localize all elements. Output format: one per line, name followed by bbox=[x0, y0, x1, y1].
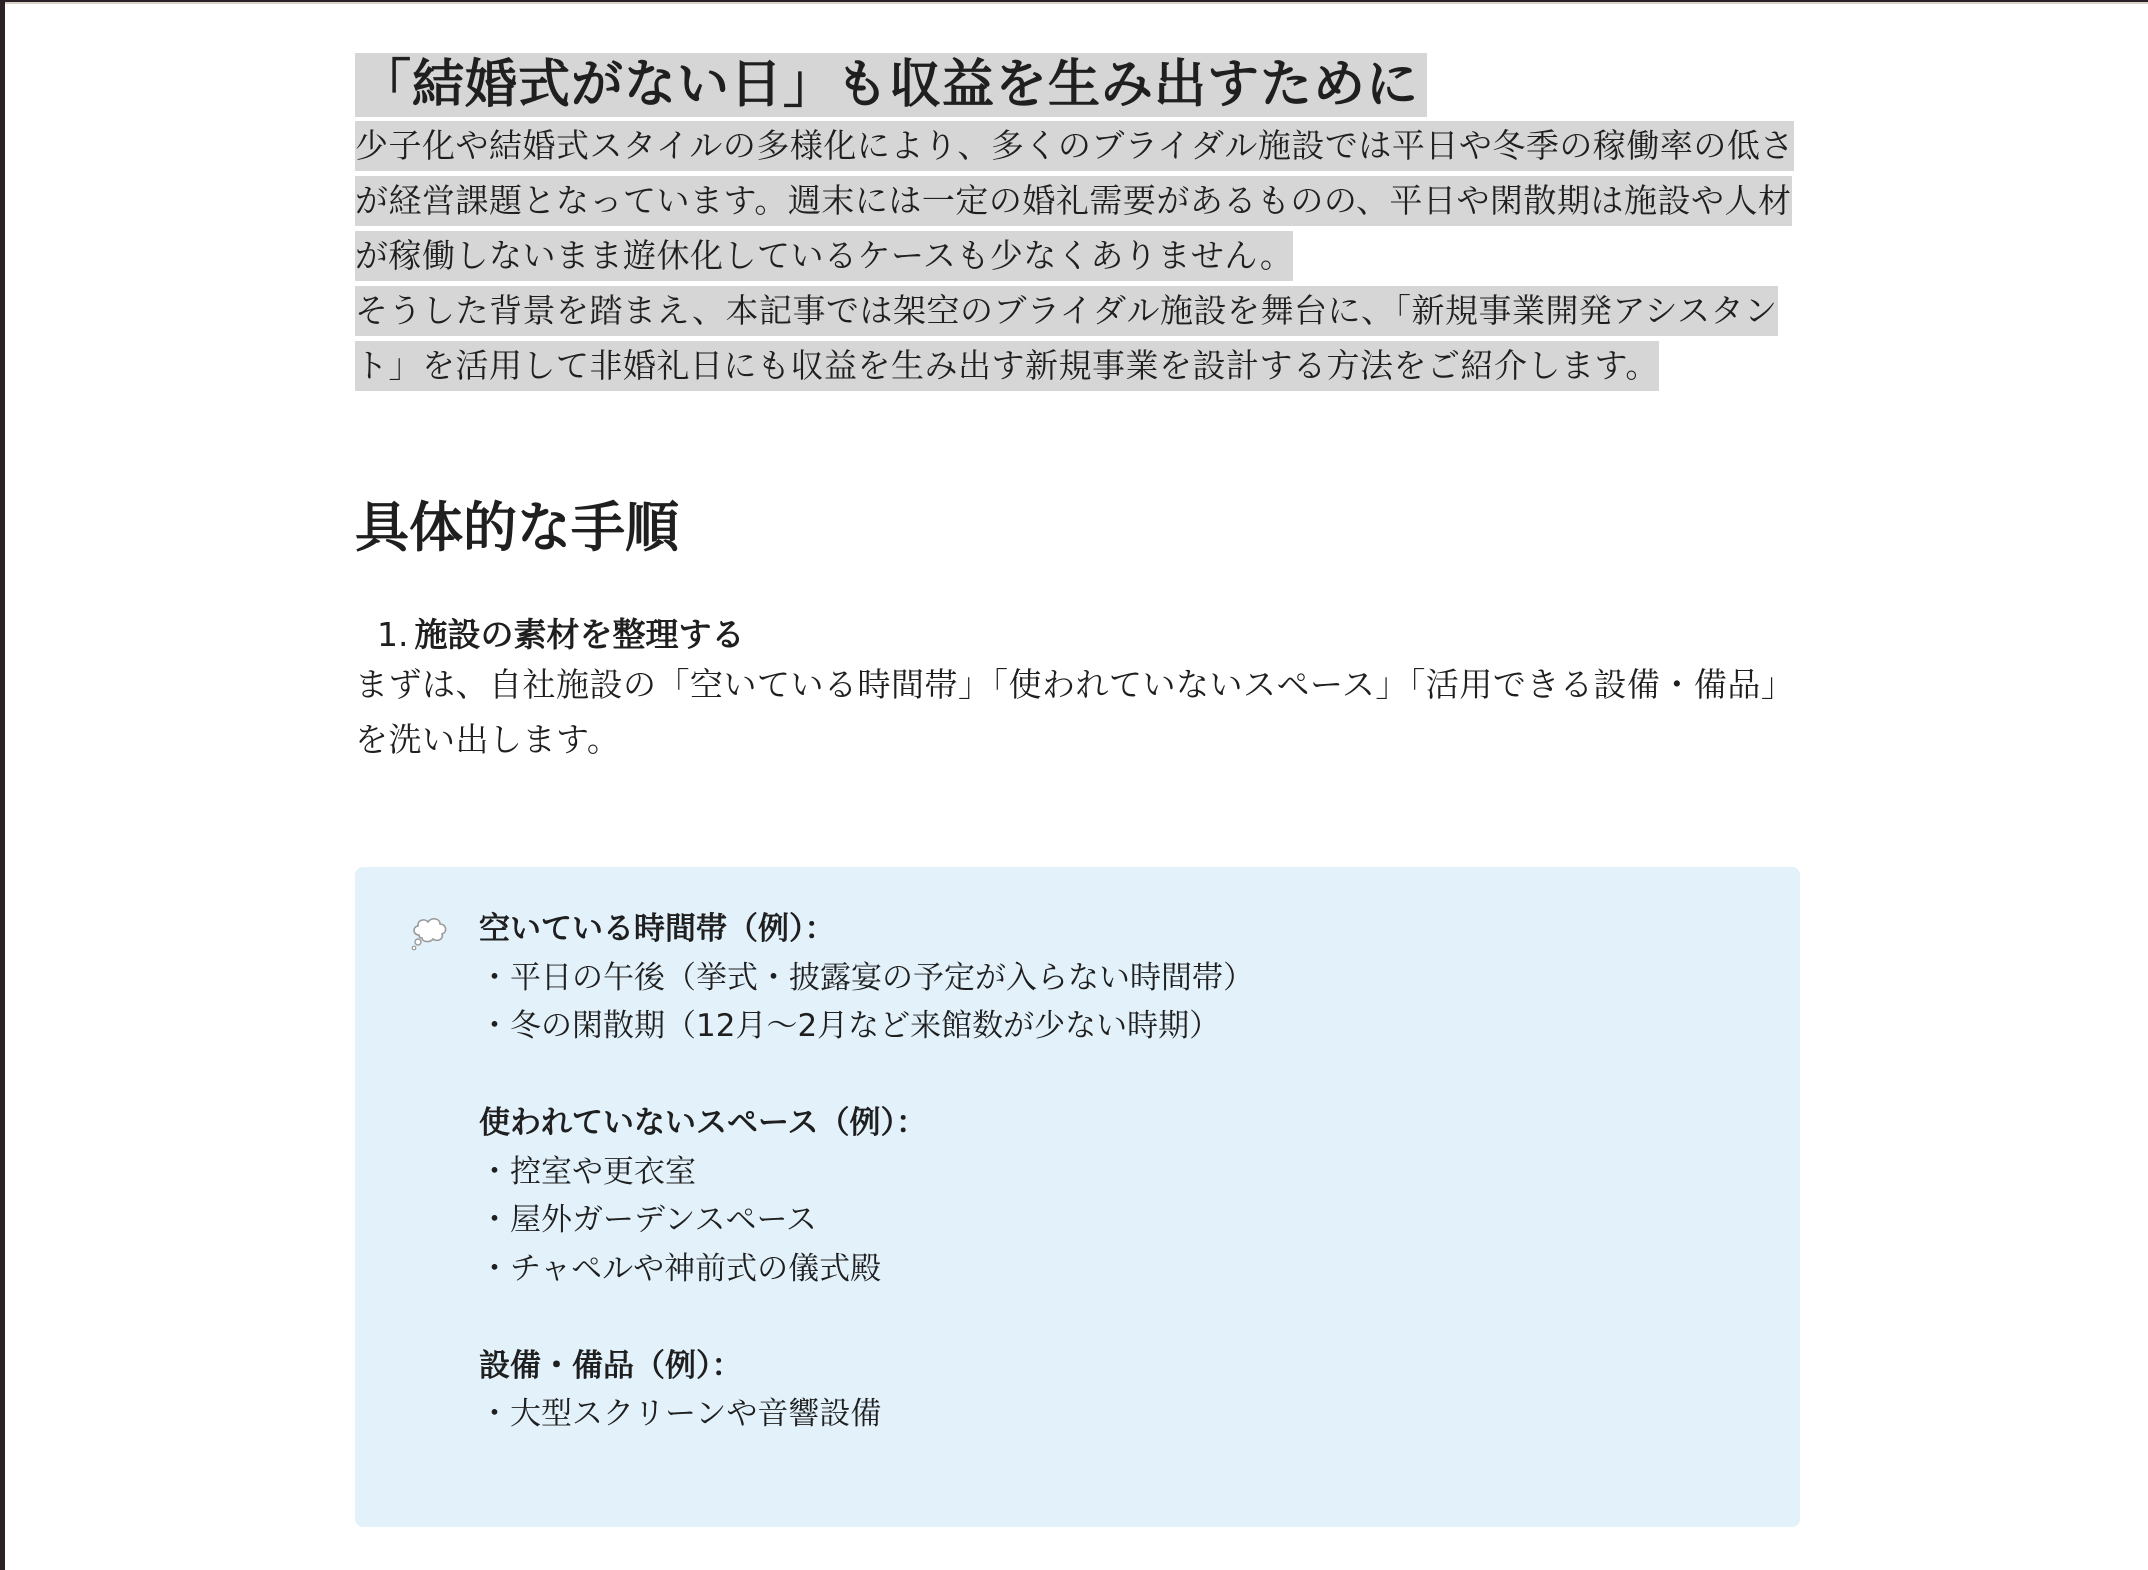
thought-balloon-icon bbox=[409, 911, 451, 953]
step-paragraph: まずは、自社施設の「空いている時間帯」「使われていないスペース」「活用できる設備・備品」を洗い出します。 bbox=[355, 665, 1795, 759]
callout-group-title: 空いている時間帯（例）： bbox=[479, 911, 836, 947]
callout-group-title: 使われていないスペース（例）： bbox=[479, 1105, 927, 1141]
callout-list-item: ・ 控室や更衣室 bbox=[479, 1148, 1760, 1197]
callout-list-item: ・ 平日の午後（挙式・披露宴の予定が入らない時間帯） bbox=[479, 954, 1760, 1003]
callout-list-item: ・ 大型スクリーンや音響設備 bbox=[479, 1390, 1760, 1439]
article-title-text: 「結婚式がない日」も収益を生み出すために bbox=[355, 53, 1427, 117]
callout-box bbox=[355, 867, 1800, 1527]
callout-list-item: ・ 屋外ガーデンスペース bbox=[479, 1196, 1760, 1245]
section-heading: 具体的な手順 bbox=[355, 496, 679, 559]
callout-list-item: ・ チャペルや神前式の儀式殿 bbox=[479, 1245, 1760, 1294]
intro-paragraph-1 bbox=[355, 118, 1800, 283]
article-content bbox=[355, 52, 1800, 1527]
article-title bbox=[355, 52, 1800, 118]
callout-group-title: 設備・備品（例）： bbox=[479, 1347, 743, 1384]
callout-group-equipment bbox=[479, 1342, 1760, 1439]
step-item bbox=[355, 613, 1800, 657]
step-label: 施設の素材を整理する bbox=[414, 615, 745, 654]
document-page bbox=[5, 2, 2148, 1570]
intro-paragraph-1-text: 少子化や結婚式スタイルの多様化により、多くのブライダル施設では平日や冬季の稼働率の低さが経営課題となっています。週末には一定の婚礼需要があるものの、平日や閑散期は施設や人材が稼働しないまま遊休化しているケースも少なくありません。 bbox=[355, 121, 1794, 281]
intro-paragraph-2 bbox=[355, 283, 1800, 393]
intro-paragraph-2-text: そうした背景を踏まえ、本記事では架空のブライダル施設を舞台に、「新規事業開発アシスタント」を活用して非婚礼日にも収益を生み出す新規事業を設計する方法をご紹介します。 bbox=[355, 286, 1778, 391]
callout-list-item: ・ 冬の閑散期（12月〜2月など来館数が少ない時期） bbox=[479, 1002, 1760, 1051]
callout-group-space bbox=[479, 1099, 1760, 1293]
callout-body bbox=[479, 905, 1760, 1439]
callout-group-time bbox=[479, 905, 1760, 1051]
step-number: 1. bbox=[377, 615, 409, 654]
